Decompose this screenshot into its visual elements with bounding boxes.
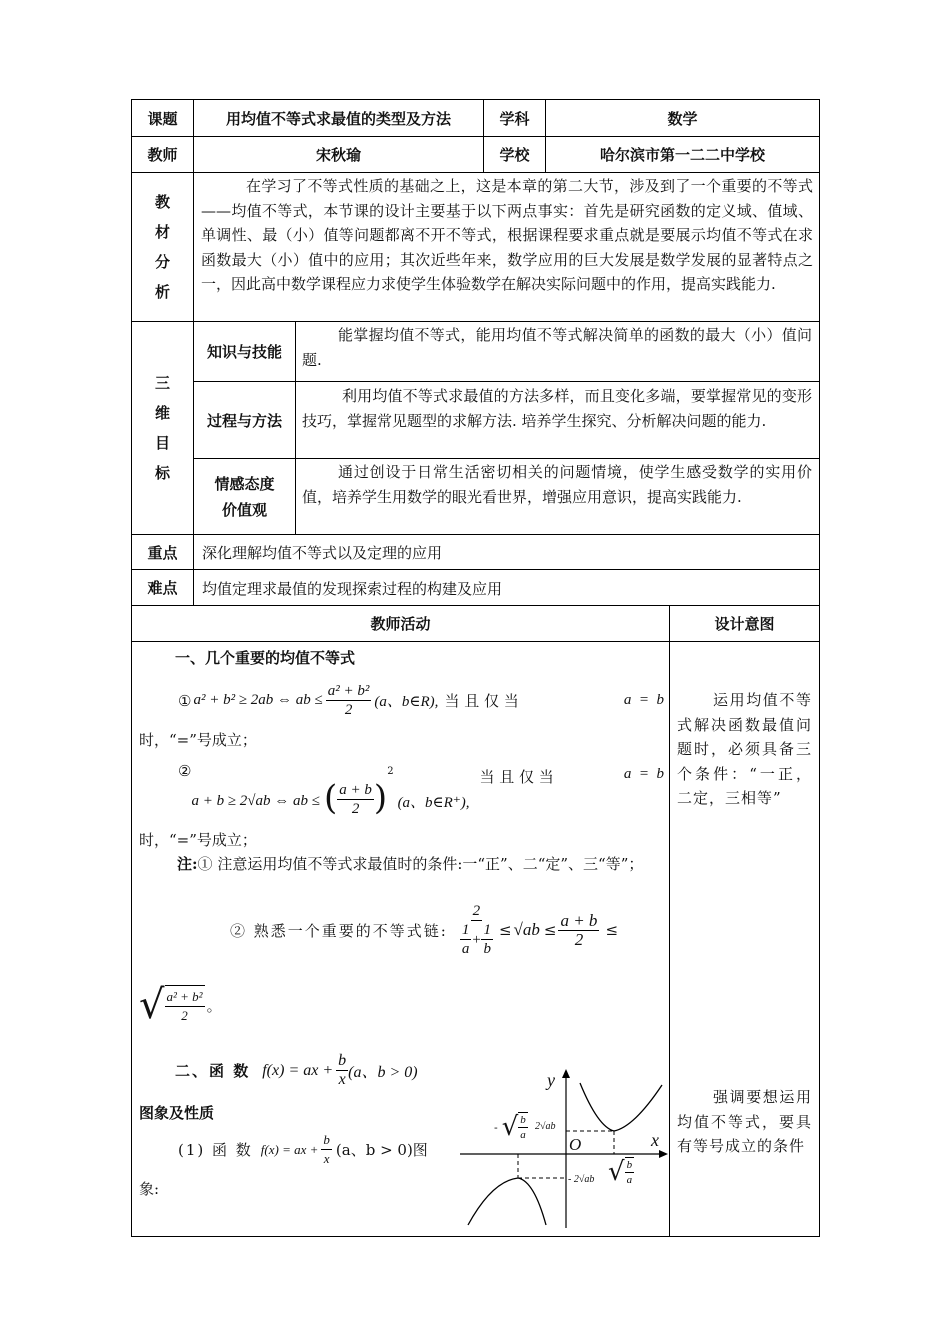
chain-last	[139, 982, 222, 1028]
subject-value: 数学	[667, 109, 698, 128]
chain-b: b	[483, 941, 491, 957]
teacher-label: 教师	[147, 146, 178, 164]
formula-2-fraction	[337, 781, 374, 818]
goal-emotion-label-line1: 情感态度	[214, 474, 275, 493]
chain-last-radical: √	[139, 982, 165, 1028]
difficulty-text: 均值定理求最值的发现探索过程的构建及应用	[202, 580, 503, 598]
analysis-label	[132, 173, 193, 321]
goals-label-char: 维	[154, 404, 170, 422]
formula-2-cond-eq: a = b	[623, 766, 664, 782]
subject-label: 学科	[499, 109, 530, 128]
graph-neg-radical: √	[501, 1112, 519, 1142]
graph-x-label: x	[651, 1130, 659, 1150]
section2-title-prefix: 二、函 数	[175, 1062, 251, 1080]
formula-1-num: a² + b²	[327, 683, 370, 699]
formula-2-paren-close: )	[373, 778, 388, 818]
formula-1-domain: (a、b∈R),	[374, 694, 439, 710]
goal-knowledge-label: 知识与技能	[206, 343, 282, 361]
goal-emotion-text: 通过创设于日常生活密切相关的问题情境，使学生感受数学的实用价值，培养学生用数学的眼光看世界，增强应用意识，提高实践能力.	[302, 463, 812, 506]
chain-harmonic	[460, 902, 493, 958]
topic-label: 课题	[147, 109, 178, 128]
section2-item1-frac	[321, 1131, 332, 1168]
formula-2-cond: 当 且 仅 当	[479, 768, 554, 786]
note-1	[139, 852, 664, 877]
section2-title	[175, 1052, 418, 1089]
graph-y-label: y	[547, 1070, 555, 1090]
graph-pos-frac-a: a	[626, 1174, 633, 1186]
chain-harmonic-den	[460, 921, 493, 958]
chain-le-3: ≤	[605, 921, 619, 939]
chain-le-2: ≤	[543, 921, 557, 939]
section1-title: 一、几个重要的均值不等式	[175, 649, 356, 667]
analysis-label-char: 分	[154, 253, 170, 271]
design-note-1: 运用均值不等式解决函数最值问题时，必须具备三个条件：“一正，二定，三相等”	[677, 691, 812, 807]
formula-1-cond: 当 且 仅 当	[444, 692, 519, 710]
section2-frac-num: b	[338, 1052, 347, 1069]
formula-2-domain: (a、b∈R⁺),	[397, 794, 470, 811]
graph-neg-frac-b: b	[520, 1114, 526, 1126]
section2-func: f(x) = ax +	[262, 1061, 334, 1079]
goals-label	[132, 322, 193, 534]
chain-plus: +	[471, 931, 482, 948]
chain-recip-b	[481, 921, 493, 958]
vline-goal-text	[295, 321, 296, 535]
y-axis-arrow	[562, 1069, 570, 1078]
chain-end: 。	[206, 996, 222, 1015]
hline-2	[131, 172, 820, 173]
formula-2-den: 2	[351, 800, 360, 817]
chain-a: a	[461, 941, 470, 957]
difficulty-label: 难点	[147, 579, 178, 597]
left-branch-curve	[468, 1178, 546, 1225]
chain-arith-num: a + b	[560, 910, 598, 930]
note-1-text: ① 注意运用均值不等式求最值时的条件:一“正”、二“定”、三“等”；	[197, 855, 644, 873]
formula-1-holds: 时，“=”号成立；	[139, 731, 257, 749]
analysis-label-char: 析	[154, 283, 170, 301]
topic-value: 用均值不等式求最值的类型及方法	[225, 109, 451, 128]
graph-pos-radical: √	[608, 1157, 625, 1187]
formula-2-exp: 2	[387, 766, 394, 777]
hline-4	[131, 534, 820, 535]
formula-1	[178, 682, 664, 719]
school-value: 哈尔滨市第一二二中学校	[599, 146, 765, 164]
goals-label-char: 标	[154, 464, 170, 482]
chain-one-a: 1	[461, 922, 470, 938]
graph-neg-label	[494, 1112, 528, 1142]
formula-1-cond-eq: a = b	[623, 692, 664, 708]
goal-knowledge-text: 能掌握均值不等式，能用均值不等式解决简单的函数的最大（小）值问题.	[302, 326, 812, 369]
formula-2-num: a + b	[339, 781, 372, 798]
goals-label-char: 目	[154, 434, 170, 452]
goals-label-char: 三	[154, 374, 170, 392]
formula-2-prefix: ②	[178, 762, 192, 780]
chain-recip-a	[460, 921, 472, 958]
section2-frac	[336, 1052, 348, 1089]
border-bottom	[131, 1236, 820, 1237]
graph-neg-frac-a: a	[520, 1129, 526, 1141]
chain-le-1: ≤	[498, 921, 512, 939]
analysis-label-char: 教	[154, 193, 170, 211]
graph-neg-frac	[518, 1112, 528, 1142]
chain-two: 2	[472, 903, 481, 919]
section2-item1-den: x	[323, 1151, 330, 1166]
goal-emotion-label	[194, 459, 295, 534]
graph-pos-frac-b: b	[626, 1159, 633, 1171]
section2-item1-suffix: 象:	[139, 1180, 160, 1198]
key-point-label: 重点	[147, 543, 178, 562]
design-intent-header: 设计意图	[714, 615, 775, 633]
border-right	[819, 99, 820, 1237]
graph-pos-frac-label	[608, 1157, 634, 1187]
goal-process-text: 利用均值不等式求最值的方法多样，而且变化多端，要掌握常见的变形技巧，掌握常见题型的求解方法. 培养学生探究、分析解决问题的能力.	[302, 387, 812, 430]
section2-item1-domain: (a、b > 0)图	[335, 1141, 428, 1159]
note-2	[230, 902, 664, 958]
chain-one-b: 1	[483, 922, 491, 938]
graph-pos-frac	[625, 1157, 635, 1187]
graph-origin: O	[569, 1135, 582, 1154]
note-label: 注:	[177, 855, 198, 873]
x-axis-arrow	[659, 1150, 668, 1158]
teacher-activity-header: 教师活动	[370, 615, 431, 633]
key-point-text: 深化理解均值不等式以及定理的应用	[202, 544, 443, 562]
goal-emotion-label-line2: 价值观	[221, 500, 267, 519]
chain-last-num: a² + b²	[165, 988, 205, 1007]
formula-2-lhs: a + b ≥ 2√ab ⇔ ab ≤	[191, 792, 321, 809]
formula-1-den: 2	[344, 702, 353, 718]
section2-frac-den: x	[338, 1071, 346, 1088]
section2-subtitle: 图象及性质	[139, 1104, 215, 1122]
hline-7	[131, 641, 820, 642]
analysis-label-char: 材	[154, 223, 170, 241]
analysis-text: 在学习了不等式性质的基础之上，这是本章的第二大节，涉及到了一个重要的不等式——均值不等式，本节课的设计主要基于以下两点事实：首先是研究函数的定义域、值域、单调性、最（小）值等问题都离不开不等式，根据课程要求重点就是要展示均值不等式在求函数最大（小）值中的应用；其次近些年来，数学应用的巨大发展是数学发展的显著特点之一，因此高中数学课程应力求使学生体验数学在解决实际问题中的作用，提高实践能力.	[201, 177, 813, 293]
chain-last-frac	[165, 985, 205, 1025]
graph-pos-value: 2√ab	[535, 1121, 556, 1132]
section2-item1-func: f(x) = ax +	[260, 1141, 319, 1157]
section2-domain: (a、b > 0)	[348, 1064, 418, 1081]
design-note-2: 强调要想运用均值不等式，要具有等号成立的条件	[677, 1088, 812, 1155]
formula-2	[178, 762, 664, 818]
chain-last-den: 2	[181, 1008, 188, 1023]
chain-sqrt: √ab	[513, 920, 540, 939]
teacher-value: 宋秋瑜	[315, 146, 361, 164]
formula-2-holds: 时，“=”号成立；	[139, 831, 257, 849]
formula-1-fraction	[326, 682, 372, 719]
section2-item1-prefix: (1) 函 数	[178, 1141, 253, 1159]
function-graph	[458, 1065, 670, 1230]
note-2-text: ② 熟悉一个重要的不等式链:	[230, 921, 448, 940]
formula-1-prefix: ①	[178, 691, 192, 710]
school-label: 学校	[499, 146, 530, 164]
right-branch-curve	[580, 1083, 662, 1131]
chain-arith	[558, 912, 599, 949]
goal-process-label: 过程与方法	[206, 411, 282, 430]
graph-neg-value: - 2√ab	[568, 1174, 595, 1185]
section2-item1	[178, 1131, 428, 1168]
formula-2-paren-open: (	[324, 778, 338, 818]
section2-item1-num: b	[321, 1131, 332, 1150]
chain-arith-den: 2	[574, 929, 584, 949]
graph-neg-sign: -	[494, 1120, 498, 1134]
hline-5	[131, 569, 820, 570]
formula-1-lhs: a² + b² ≥ 2ab ⇔ ab ≤	[193, 692, 323, 708]
